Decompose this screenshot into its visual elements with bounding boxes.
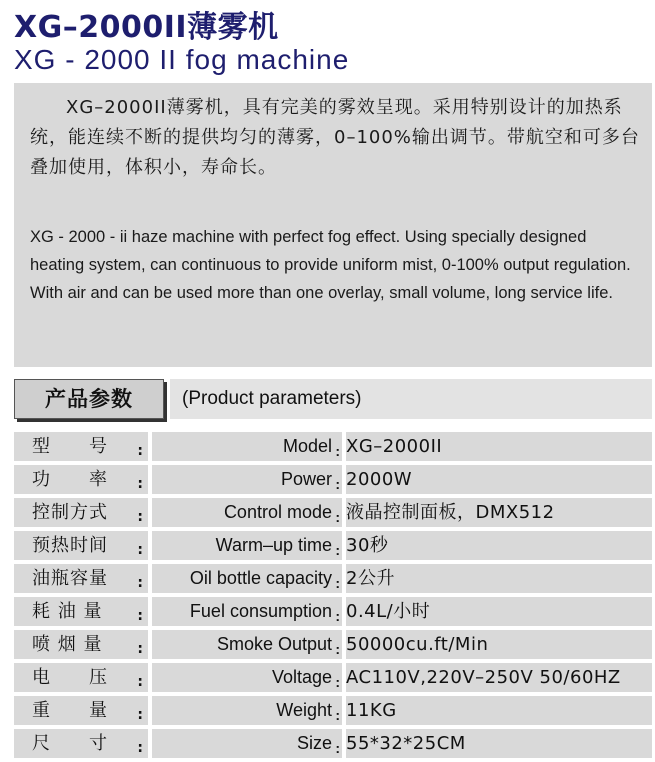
param-value: XG–2000II bbox=[346, 432, 652, 461]
param-colon-en: : bbox=[335, 542, 340, 558]
param-colon-en: : bbox=[335, 509, 340, 525]
description-cn: XG–2000II薄雾机，具有完美的雾效呈现。采用特别设计的加热系统，能连续不断的提供均匀的薄雾，0–100%输出调节。带航空和可多台叠加使用，体积小，寿命长。 bbox=[30, 97, 640, 178]
param-row bbox=[14, 729, 652, 758]
param-label-cn bbox=[14, 432, 148, 461]
param-colon-cn: : bbox=[137, 476, 144, 492]
param-colon-en: : bbox=[335, 707, 340, 723]
param-label-en-text: Weight bbox=[276, 700, 332, 720]
param-label-en bbox=[152, 498, 342, 527]
param-row bbox=[14, 663, 652, 692]
param-label-cn-text: 预热时间 bbox=[32, 535, 108, 556]
param-label-cn-text: 喷 烟 量 bbox=[32, 634, 103, 655]
product-parameters-header bbox=[14, 379, 652, 419]
param-label-cn bbox=[14, 465, 148, 494]
param-value: 2公升 bbox=[346, 564, 652, 593]
param-label-cn-text: 耗 油 量 bbox=[32, 601, 103, 622]
param-colon-en: : bbox=[335, 476, 340, 492]
param-label-cn bbox=[14, 597, 148, 626]
param-row bbox=[14, 564, 652, 593]
description-en: XG - 2000 - ii haze machine with perfect fog effect. Using specially designed heating system, can continuous to provide uniform mist, 0-100% output regulation. With air and can be used more than one overlay, small volume, long service life. bbox=[30, 228, 631, 302]
parameters-table bbox=[14, 432, 652, 762]
param-label-cn bbox=[14, 498, 148, 527]
param-value: 0.4L/小时 bbox=[346, 597, 652, 626]
section-label-cn: 产品参数 bbox=[14, 379, 164, 419]
param-colon-en: : bbox=[335, 740, 340, 756]
param-label-cn bbox=[14, 696, 148, 725]
param-colon-en: : bbox=[335, 608, 340, 624]
param-colon-en: : bbox=[335, 674, 340, 690]
param-value: AC110V,220V–250V 50/60HZ bbox=[346, 663, 652, 692]
param-value: 11KG bbox=[346, 696, 652, 725]
param-label-en-text: Voltage bbox=[271, 667, 332, 687]
description-box bbox=[14, 83, 652, 367]
param-colon-cn: : bbox=[137, 509, 144, 525]
page-title-en: XG - 2000 II fog machine bbox=[14, 44, 350, 75]
param-row bbox=[14, 630, 652, 659]
param-label-cn bbox=[14, 630, 148, 659]
section-label-en: (Product parameters) bbox=[170, 379, 652, 419]
param-label-cn-text: 功 率 bbox=[32, 469, 108, 490]
param-value: 55*32*25CM bbox=[346, 729, 652, 758]
param-colon-cn: : bbox=[137, 707, 144, 723]
param-label-cn-text: 控制方式 bbox=[32, 502, 108, 523]
param-label-en-text: Warm–up time bbox=[215, 535, 332, 555]
param-label-cn bbox=[14, 531, 148, 560]
param-colon-en: : bbox=[335, 641, 340, 657]
param-colon-en: : bbox=[335, 443, 340, 459]
param-colon-en: : bbox=[335, 575, 340, 591]
param-row bbox=[14, 498, 652, 527]
param-label-en bbox=[152, 465, 342, 494]
param-label-en-text: Power bbox=[280, 469, 332, 489]
param-value: 30秒 bbox=[346, 531, 652, 560]
param-value: 2000W bbox=[346, 465, 652, 494]
param-label-en bbox=[152, 663, 342, 692]
param-label-en bbox=[152, 432, 342, 461]
param-colon-cn: : bbox=[137, 443, 144, 459]
param-row bbox=[14, 531, 652, 560]
param-label-cn bbox=[14, 663, 148, 692]
param-label-cn bbox=[14, 564, 148, 593]
param-colon-cn: : bbox=[137, 740, 144, 756]
param-label-en bbox=[152, 630, 342, 659]
param-label-en-text: Model bbox=[282, 436, 332, 456]
param-colon-cn: : bbox=[137, 674, 144, 690]
param-row bbox=[14, 696, 652, 725]
param-label-cn-text: 型 号 bbox=[32, 436, 108, 457]
param-row bbox=[14, 597, 652, 626]
param-label-en-text: Fuel consumption bbox=[189, 601, 332, 621]
param-value: 液晶控制面板，DMX512 bbox=[346, 498, 652, 527]
param-label-en-text: Control mode bbox=[223, 502, 332, 522]
param-label-en bbox=[152, 696, 342, 725]
param-colon-cn: : bbox=[137, 575, 144, 591]
param-label-en bbox=[152, 597, 342, 626]
param-label-en-text: Oil bottle capacity bbox=[189, 568, 332, 588]
param-label-en bbox=[152, 729, 342, 758]
param-label-cn-text: 尺 寸 bbox=[32, 733, 108, 754]
param-label-en-text: Size bbox=[296, 733, 332, 753]
param-colon-cn: : bbox=[137, 641, 144, 657]
param-row bbox=[14, 465, 652, 494]
param-label-en-text: Smoke Output bbox=[216, 634, 332, 654]
param-label-cn-text: 重 量 bbox=[32, 700, 108, 721]
param-label-cn-text: 电 压 bbox=[32, 667, 108, 688]
param-row bbox=[14, 432, 652, 461]
page-title-cn: XG–2000II薄雾机 bbox=[14, 10, 279, 45]
param-label-cn-text: 油瓶容量 bbox=[32, 568, 108, 589]
param-label-en bbox=[152, 564, 342, 593]
param-colon-cn: : bbox=[137, 608, 144, 624]
param-label-cn bbox=[14, 729, 148, 758]
param-colon-cn: : bbox=[137, 542, 144, 558]
param-label-en bbox=[152, 531, 342, 560]
param-value: 50000cu.ft/Min bbox=[346, 630, 652, 659]
